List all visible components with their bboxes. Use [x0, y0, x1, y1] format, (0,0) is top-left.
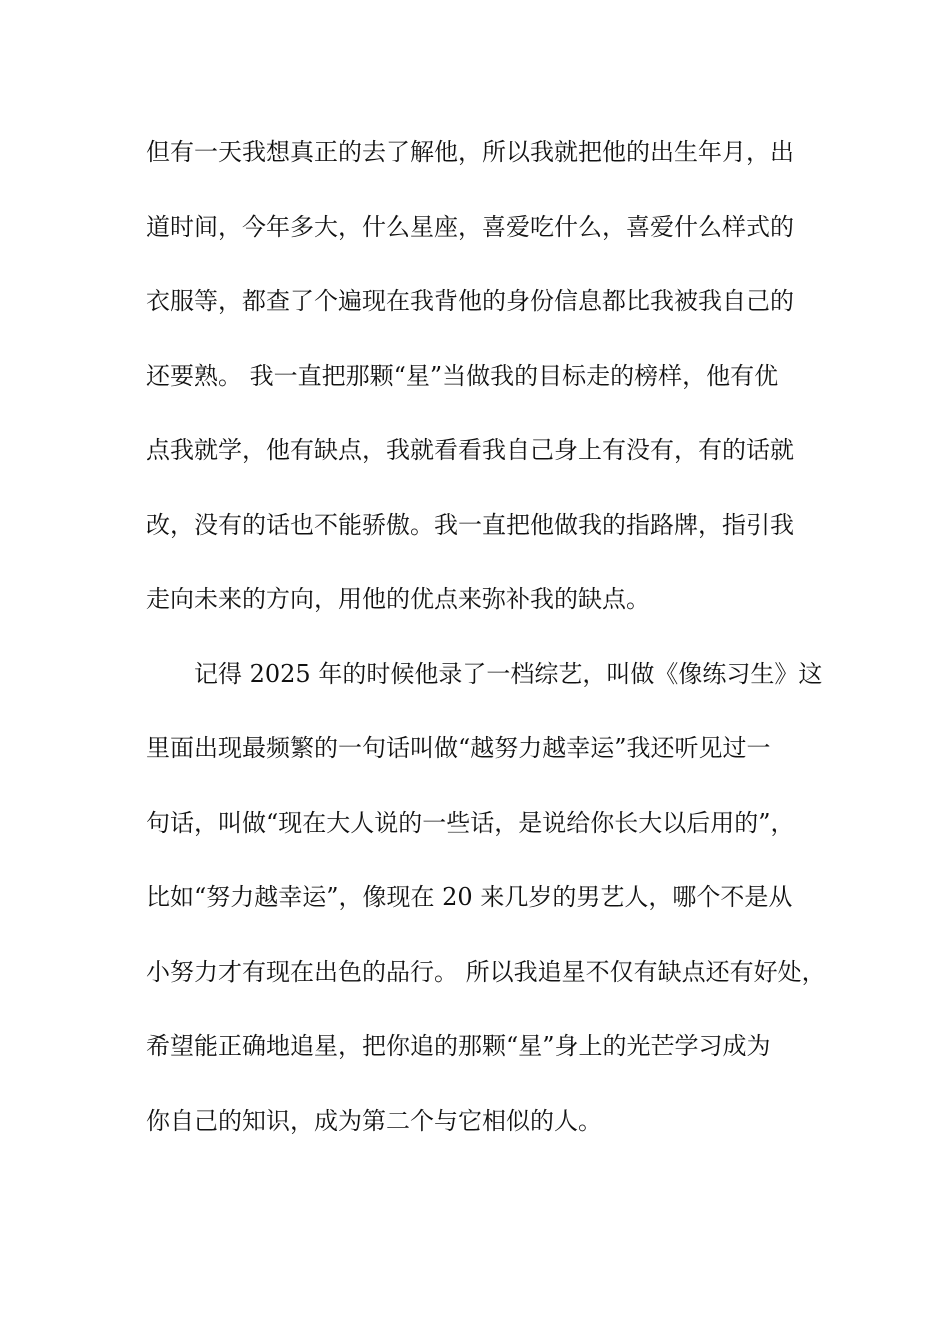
text-line: 走向未来的方向，用他的优点来弥补我的缺点。 — [146, 585, 650, 613]
text-line: 比如“努力越幸运”，像现在 20 来几岁的男艺人，哪个不是从 — [146, 883, 793, 911]
text-line: 改，没有的话也不能骄傲。我一直把他做我的指路牌，指引我 — [146, 510, 794, 539]
text-line: 还要熟。 我一直把那颗“星”当做我的目标走的榜样，他有优 — [146, 361, 779, 390]
text-line: 记得 2025 年的时候他录了一档综艺，叫做《像练习生》这 — [194, 659, 823, 688]
text-line: 句话，叫做“现在大人说的一些话，是说给你长大以后用的”， — [146, 808, 795, 837]
paragraph-1 — [146, 130, 836, 652]
text-line: 小努力才有现在出色的品行。 所以我追星不仅有缺点还有好处， — [146, 957, 826, 986]
text-line: 道时间，今年多大，什么星座，喜爱吃什么，喜爱什么样式的 — [146, 212, 794, 241]
text-line: 点我就学，他有缺点，我就看看我自己身上有没有，有的话就 — [146, 436, 794, 464]
text-line: 里面出现最频繁的一句话叫做“越努力越幸运”我还听见过一 — [146, 734, 771, 762]
body-text — [146, 130, 836, 1173]
text-line: 希望能正确地追星，把你追的那颗“星”身上的光芒学习成为 — [146, 1032, 771, 1060]
text-line: 你自己的知识，成为第二个与它相似的人。 — [146, 1106, 602, 1135]
paragraph-2 — [146, 652, 836, 1174]
text-line: 但有一天我想真正的去了解他，所以我就把他的出生年月，出 — [146, 138, 794, 166]
text-line: 衣服等，都查了个遍现在我背他的身份信息都比我被我自己的 — [146, 287, 794, 315]
